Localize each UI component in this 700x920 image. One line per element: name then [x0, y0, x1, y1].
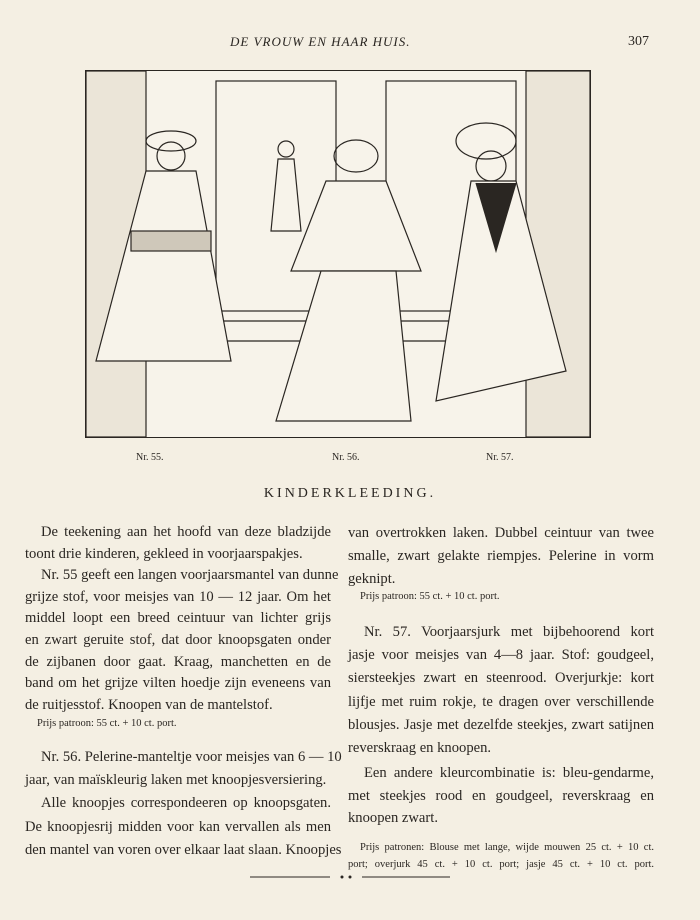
- text-line: jasje voor meisjes van 4—8 jaar. Stof: goudgeel,: [348, 647, 654, 663]
- running-title: DE VROUW EN HAAR HUIS.: [230, 34, 411, 49]
- pattern-price: Prijs patronen: Blouse met lange, wijde mouwen 25 ct. + 10 ct.: [360, 842, 654, 853]
- text-line: met steekjes rood en goudgeel, reverskraag en: [348, 788, 654, 804]
- text-line: en zwart geruite stof, dat door knoopsgaten onder: [25, 632, 331, 648]
- ornament-divider: [250, 874, 450, 880]
- text-line: den mantel van voren over elkaar laat slaan. Knoopjes: [25, 842, 342, 858]
- text-line: band om het grijze vilten hoedje zijn eveneens van: [25, 675, 331, 691]
- text-line: van overtrokken laken. Dubbel ceintuur van twee: [348, 525, 654, 541]
- pattern-price: Prijs patroon: 55 ct. + 10 ct. port.: [37, 718, 177, 729]
- caption-nr-57: Nr. 57.: [486, 452, 514, 463]
- text-line: knoopen zwart.: [348, 810, 438, 826]
- text-line: de ruitjesstof. Knoopen van de mantelstof.: [25, 697, 273, 713]
- text-line: jaar, van maïskleurig laken met knoopjesversiering.: [25, 772, 327, 788]
- text-line: geknipt.: [348, 571, 396, 587]
- text-line: blousjes. Jasje met dezelfde steekjes, zwart satijnen: [348, 717, 654, 733]
- caption-nr-55: Nr. 55.: [136, 452, 164, 463]
- text-line: Nr. 56. Pelerine-manteltje voor meisjes van 6 — 10: [41, 749, 342, 765]
- text-line: de zijbanen door gaat. Kraag, manchetten en de: [25, 654, 331, 670]
- text-line: lijfje met ruim rokje, te dragen over verschillende: [348, 694, 654, 710]
- illustration-drawing: [86, 71, 590, 437]
- pattern-price: port; overjurk 45 ct. + 10 ct. port; jasje 45 ct. + 10 ct. port.: [348, 859, 654, 870]
- text-line: smalle, zwart gelakte riempjes. Pelerine in vorm: [348, 548, 654, 564]
- text-line: siersteekjes zwart en steenrood. Overjurkje: kort: [348, 670, 654, 686]
- text-line: Nr. 55 geeft een langen voorjaarsmantel van dunne: [41, 567, 339, 583]
- text-line: toont drie kinderen, gekleed in voorjaarspakjes.: [25, 546, 303, 562]
- page-number: 307: [628, 34, 649, 49]
- article-title: KINDERKLEEDING.: [263, 486, 437, 501]
- text-line: Alle knoopjes correspondeeren op knoopsgaten.: [41, 795, 331, 811]
- text-line: Een andere kleurcombinatie is: bleu-gendarme,: [364, 765, 654, 781]
- text-line: Nr. 57. Voorjaarsjurk met bijbehoorend kort: [364, 624, 654, 640]
- text-line: De teekening aan het hoofd van deze bladzijde: [41, 524, 331, 540]
- pattern-price: Prijs patroon: 55 ct. + 10 ct. port.: [360, 591, 500, 602]
- text-line: middel loopt een breed ceintuur van lichter grijs: [25, 610, 331, 626]
- text-line: De knoopjesrij midden voor kan vervallen als men: [25, 819, 331, 835]
- text-line: reverskraag en knoopen.: [348, 740, 492, 756]
- caption-nr-56: Nr. 56.: [332, 452, 360, 463]
- fashion-illustration: [85, 70, 591, 438]
- text-line: grijze stof, voor meisjes van 10 — 12 jaar. Om het: [25, 589, 331, 605]
